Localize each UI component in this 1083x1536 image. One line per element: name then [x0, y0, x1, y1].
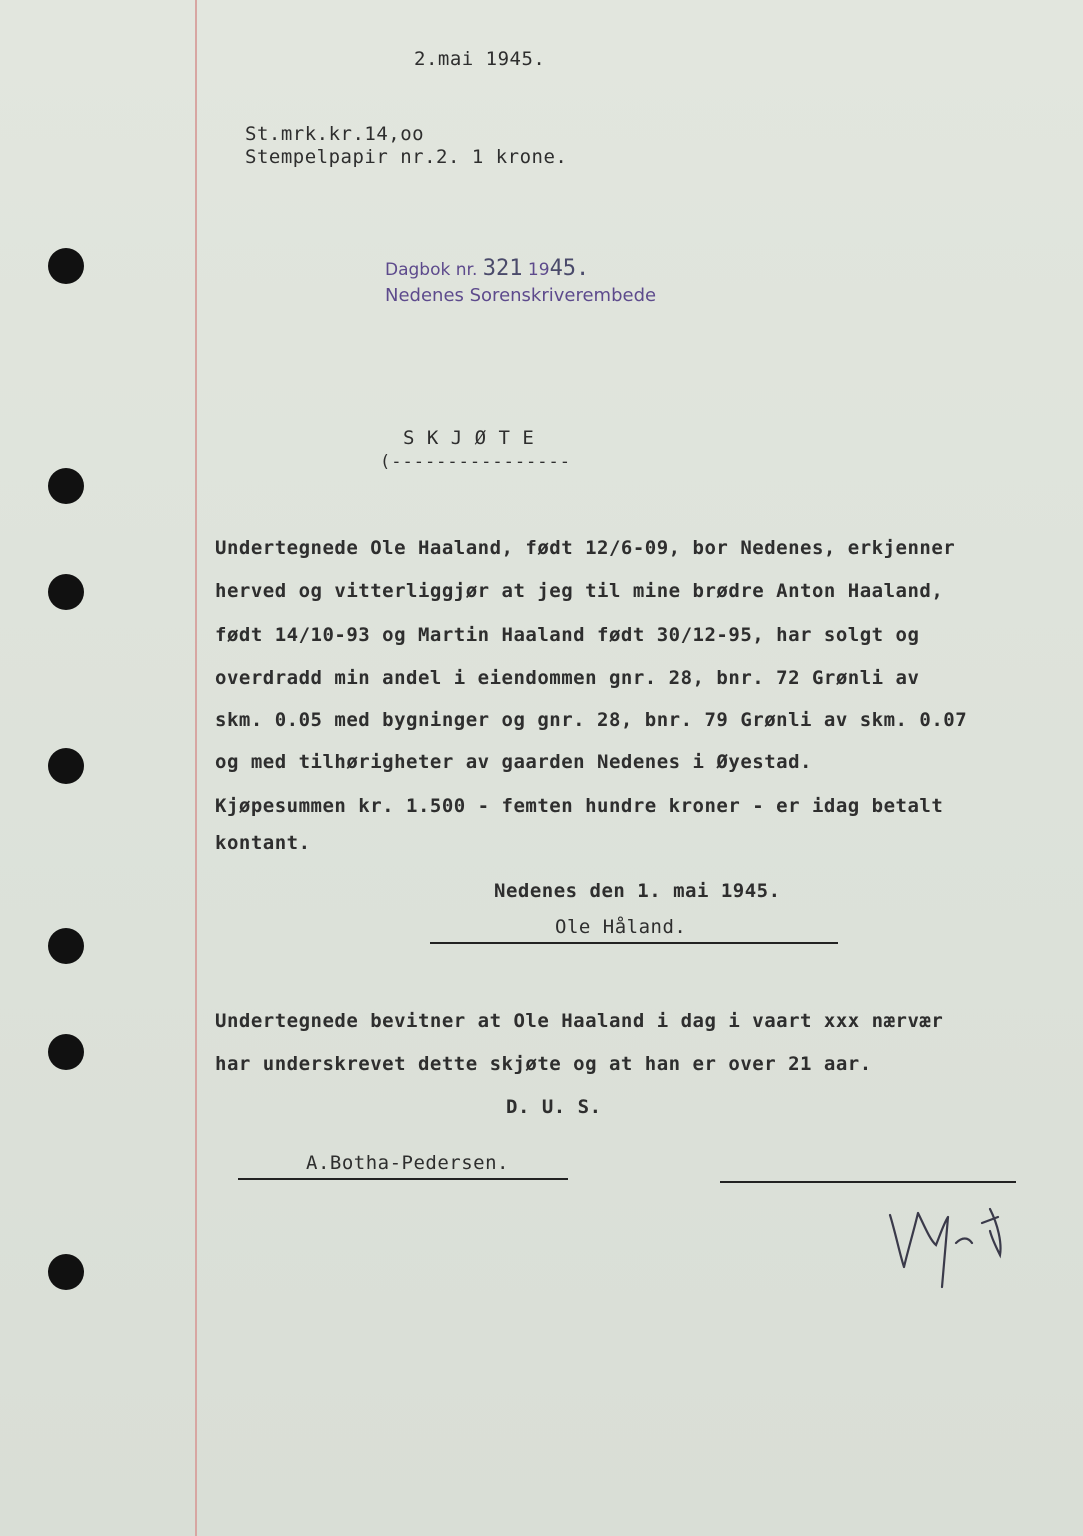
punch-hole	[48, 574, 84, 610]
stamp-value: St.mrk.kr.14,oo	[245, 123, 425, 145]
registry-office: Nedenes Sorenskriverembede	[385, 285, 657, 306]
body-line: Kjøpesummen kr. 1.500 - femten hundre kroner - er idag betalt	[215, 795, 944, 817]
registry-label: Dagbok nr.	[385, 260, 478, 280]
witness-name: A.Botha-Pedersen.	[306, 1152, 509, 1174]
witness-line: har underskrevet dette skjøte og at han er over 21 aar.	[215, 1053, 872, 1075]
punch-hole	[48, 468, 84, 504]
handwritten-signature	[878, 1195, 1018, 1295]
witness-line: Undertegnede bevitner at Ole Haaland i dag i vaart xxx nærvær	[215, 1010, 944, 1032]
body-line: herved og vitterliggjør at jeg til mine brødre Anton Haaland,	[215, 580, 944, 602]
punch-hole	[48, 748, 84, 784]
registry-number: 321	[482, 256, 523, 281]
witness-rule	[238, 1178, 568, 1180]
punch-hole	[48, 928, 84, 964]
punch-hole	[48, 248, 84, 284]
title-underline: (----------------	[380, 452, 571, 472]
registry-year-suffix: 45.	[549, 256, 590, 281]
signature-rule	[430, 942, 838, 944]
body-line: kontant.	[215, 832, 311, 854]
registry-stamp	[385, 256, 589, 281]
body-line: og med tilhørigheter av gaarden Nedenes i Øyestad.	[215, 751, 812, 773]
margin-line	[195, 0, 197, 1536]
document-date: 2.mai 1945.	[414, 48, 546, 70]
stamp-paper: Stempelpapir nr.2. 1 krone.	[245, 146, 568, 168]
document-title: S K J Ø T E	[403, 427, 535, 449]
place-date: Nedenes den 1. mai 1945.	[494, 880, 781, 902]
signer-name: Ole Håland.	[555, 916, 687, 938]
body-line: født 14/10-93 og Martin Haaland født 30/12-95, har solgt og	[215, 624, 920, 646]
body-line: Undertegnede Ole Haaland, født 12/6-09, bor Nedenes, erkjenner	[215, 537, 956, 559]
body-line: skm. 0.05 med bygninger og gnr. 28, bnr. 79 Grønli av skm. 0.07	[215, 709, 968, 731]
dus-mark: D. U. S.	[506, 1096, 602, 1118]
punch-hole	[48, 1254, 84, 1290]
registrar-rule	[720, 1181, 1016, 1183]
body-line: overdradd min andel i eiendommen gnr. 28, bnr. 72 Grønli av	[215, 667, 920, 689]
punch-hole	[48, 1034, 84, 1070]
registry-year-prefix: 19	[527, 260, 550, 280]
